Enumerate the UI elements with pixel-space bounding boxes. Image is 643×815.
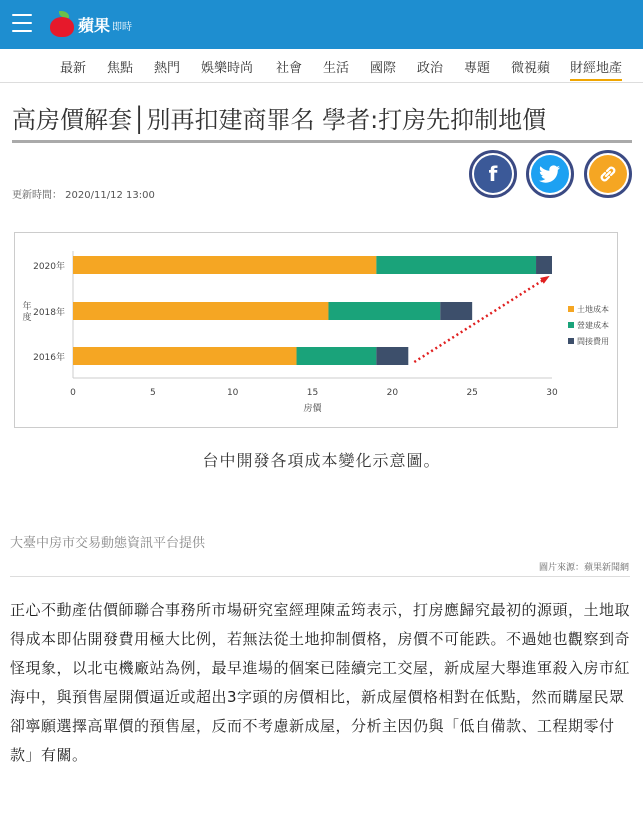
chart-caption: 台中開發各項成本變化示意圖。	[202, 451, 441, 470]
legend-label-1: 營建成本	[577, 321, 609, 330]
nav-item-5[interactable]: 生活	[323, 61, 350, 76]
bar-1-2	[440, 302, 472, 320]
top-bar	[0, 0, 643, 49]
source-divider	[10, 576, 630, 577]
nav-item-10[interactable]: 財經地產	[570, 57, 622, 81]
legend-swatch-0	[568, 306, 574, 312]
nav-bar	[0, 49, 643, 83]
copy-link-button[interactable]	[584, 150, 632, 198]
bar-2-0	[73, 347, 297, 365]
x-tick-1: 5	[149, 388, 156, 398]
menu-icon[interactable]	[12, 14, 32, 34]
nav-item-9[interactable]: 微視蘋	[511, 61, 551, 76]
bar-1-0	[73, 302, 328, 320]
nav-item-7[interactable]: 政治	[417, 61, 444, 76]
logo[interactable]	[50, 8, 132, 40]
image-source: 圖片來源：蘋果新聞網	[538, 563, 629, 573]
legend-swatch-2	[568, 338, 574, 344]
nav-item-8[interactable]: 專題	[464, 61, 491, 76]
x-tick-6: 30	[546, 388, 558, 398]
x-tick-2: 10	[226, 388, 239, 398]
legend-label-2: 間接費用	[577, 337, 609, 346]
x-tick-3: 15	[306, 388, 319, 398]
page-title: 高房價解套│別再扣建商罪名 學者:打房先抑制地價	[12, 106, 547, 134]
update-time: 更新時間： 2020/11/12 13:00	[12, 190, 155, 201]
bar-2-2	[376, 347, 408, 365]
x-axis-label: 房價	[303, 404, 322, 414]
nav-item-3[interactable]: 娛樂時尚	[201, 61, 254, 76]
x-tick-0: 0	[70, 388, 76, 398]
bar-2-1	[297, 347, 377, 365]
bar-1-1	[328, 302, 440, 320]
cost-chart-image	[14, 232, 618, 428]
logo-text: 蘋果	[78, 15, 111, 35]
category-label-1: 2018年	[33, 308, 65, 318]
image-provider: 大臺中房市交易動態資訊平台提供	[10, 536, 206, 551]
twitter-icon	[531, 155, 569, 193]
title-divider	[12, 140, 632, 143]
nav-item-1[interactable]: 焦點	[107, 61, 134, 76]
legend-label-0: 土地成本	[577, 305, 609, 314]
bar-0-0	[73, 256, 376, 274]
link-icon	[589, 155, 627, 193]
x-tick-5: 25	[466, 388, 478, 398]
stacked-bar-chart	[15, 233, 617, 427]
logo-sub: 即時	[112, 22, 133, 33]
trend-arrow-head	[540, 276, 550, 284]
bar-0-1	[376, 256, 536, 274]
nav-item-6[interactable]: 國際	[370, 61, 397, 76]
nav-item-4[interactable]: 社會	[276, 61, 303, 76]
category-label-2: 2016年	[33, 353, 65, 363]
facebook-icon: f	[474, 155, 512, 193]
legend-swatch-1	[568, 322, 574, 328]
nav-item-0[interactable]: 最新	[60, 61, 87, 76]
article-body: 正心不動產估價師聯合事務所市場研究室經理陳孟筠表示，打房應歸究最初的源頭，土地取得成本即佔開發費用極大比例，若無法從土地抑制價格，房價不可能跌。不過她也觀察到奇怪現象，以北屯機廠站為例，最早進場的個案已陸續完工交屋，新成屋大舉進軍殺入房市紅海中，與預售屋開價逼近或超出3字頭的房價相比，新成屋價格相對在低點，然而購屋民眾卻寧願選擇高單價的預售屋，反而不考慮新成屋，分析主因仍與「低自備款、工程期零付款」有關。	[10, 601, 631, 764]
x-tick-4: 20	[386, 388, 399, 398]
facebook-share-button[interactable]	[469, 150, 517, 198]
bar-0-2	[536, 256, 552, 274]
category-label-0: 2020年	[33, 262, 65, 272]
apple-logo-icon	[50, 11, 74, 37]
y-axis-label: 年度	[22, 302, 32, 323]
twitter-share-button[interactable]	[526, 150, 574, 198]
nav-item-2[interactable]: 熱門	[154, 61, 181, 76]
